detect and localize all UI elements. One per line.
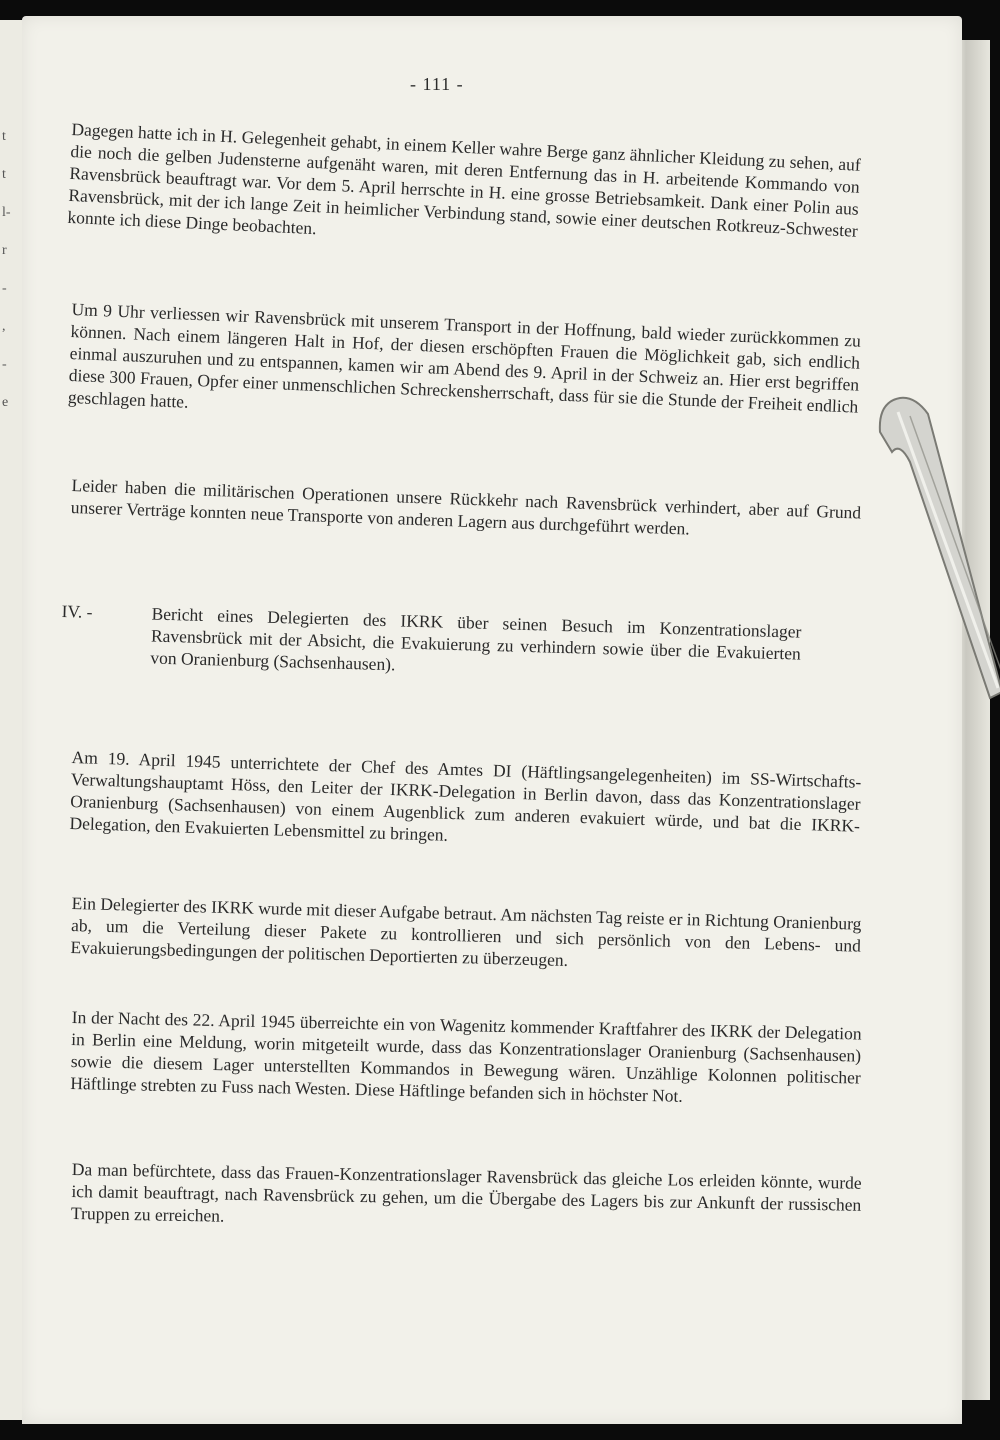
margin-mark: - — [2, 281, 7, 296]
margin-mark: t — [2, 167, 6, 182]
section-heading — [60, 600, 802, 687]
paragraph-text: Ein Delegierter des IKRK wurde mit dieser Aufgabe betraut. Am nächsten Tag reiste er in Richtung Oranienburg ab, um die Verteilung dieser Pakete zu kontrollieren und sich persönlich von den Lebens- und Evakuierungsbedingungen der politischen Deportierten zu überzeugen. — [70, 892, 862, 971]
margin-mark: - — [2, 357, 7, 372]
page-number: - 111 - — [410, 74, 464, 94]
margin-mark: t — [2, 129, 6, 144]
paragraph-ravensbrueck-mission — [71, 1158, 862, 1238]
document-page — [22, 16, 962, 1424]
paragraph-text: Dagegen hatte ich in H. Gelegenheit gehabt, in einem Keller wahre Berge ganz ähnlicher Kleidung zu sehen, auf die noch die gelben Judensterne aufgenäht waren, mit deren Entfernung das in H. arbeitende Kommando von Ravensbrück beauftragt war. Vor dem 5. April herrschte in H. eine grosse Betriebsamkeit. Dank einer Polin aus Ravensbrück, mit der ich lange Zeit in heimlicher Verbindung stand, sowie einer deutschen Rotkreuz-Schwester konnte ich diese Dinge beobachten. — [67, 118, 862, 241]
section-heading-text: Bericht eines Delegierten des IKRK über seinen Besuch im Konzentrationslager Ravensbrück mit der Absicht, die Evakuierung zu verhindern sowie über die Evakuierten von Oranienburg (Sachsenhausen). — [150, 603, 802, 675]
paragraph-military-operations — [70, 474, 861, 546]
margin-mark: l- — [2, 205, 11, 220]
paragraph-departure — [68, 298, 862, 440]
paragraph-delegate — [70, 892, 861, 979]
paragraph-april-19 — [69, 746, 861, 859]
margin-mark: , — [2, 319, 6, 334]
paragraph-april-22 — [70, 1006, 862, 1111]
paragraph-clothing — [67, 118, 861, 264]
adjacent-page-margin-text — [2, 130, 11, 434]
paragraph-text: Da man befürchtete, dass das Frauen-Konzentrationslager Ravensbrück das gleiche Los erleiden könnte, wurde ich damit beauftragt, nach Ravensbrück zu gehen, um die Übergabe des Lagers bis zur Ankunft der russischen Truppen zu erreichen. — [70, 1158, 862, 1226]
section-number: IV. - — [61, 600, 93, 622]
paragraph-text: Leider haben die militärischen Operationen unsere Rückkehr nach Ravensbrück verhindert, aber auf Grund unserer Verträge konnten neue Transporte von anderen Lagern aus durchgeführt werden. — [70, 474, 862, 539]
paragraph-text: Am 19. April 1945 unterrichtete der Chef des Amtes DI (Häftlingsangelegenheiten) im SS-Wirtschafts-Verwaltungshauptamt Höss, den Leiter der IKRK-Delegation in Berlin davon, dass das Konzentrationslager Oranienburg (Sachsenhausen) von einem Augenblick zum anderen evakuiert würde, und bat die IKRK-Delegation, den Evakuierten Lebensmittel zu bringen. — [69, 746, 862, 845]
margin-mark: r — [2, 243, 7, 258]
paragraph-text: In der Nacht des 22. April 1945 überreichte ein von Wagenitz kommender Kraftfahrer des IKRK der Delegation in Berlin eine Meldung, worin mitgeteilt wurde, dass das Konzentrationslager Oranienburg (Sachsenhausen) sowie die diesem Lager unterstellten Kommandos in Bewegung wären. Unzählige Kolonnen politischer Häftlinge strebten zu Fuss nach Westen. Diese Häftlinge befanden sich in höchster Not. — [70, 1006, 862, 1106]
margin-mark: e — [2, 395, 9, 410]
paragraph-text: Um 9 Uhr verliessen wir Ravensbrück mit unserem Transport in der Hoffnung, bald wieder zurückkommen zu können. Nach einem längeren Halt in Hof, der diesen erschöpften Frauen die Möglichkeit gab, sich endlich einmal auszuruhen und zu entspannen, kamen wir am Abend des 9. April in der Schweiz an. Hier erst begriffen diese 300 Frauen, Opfer einer unmenschlichen Schreckensherrschaft, dass für sie die Stunde der Freiheit endlich geschlagen hatte. — [67, 298, 862, 417]
